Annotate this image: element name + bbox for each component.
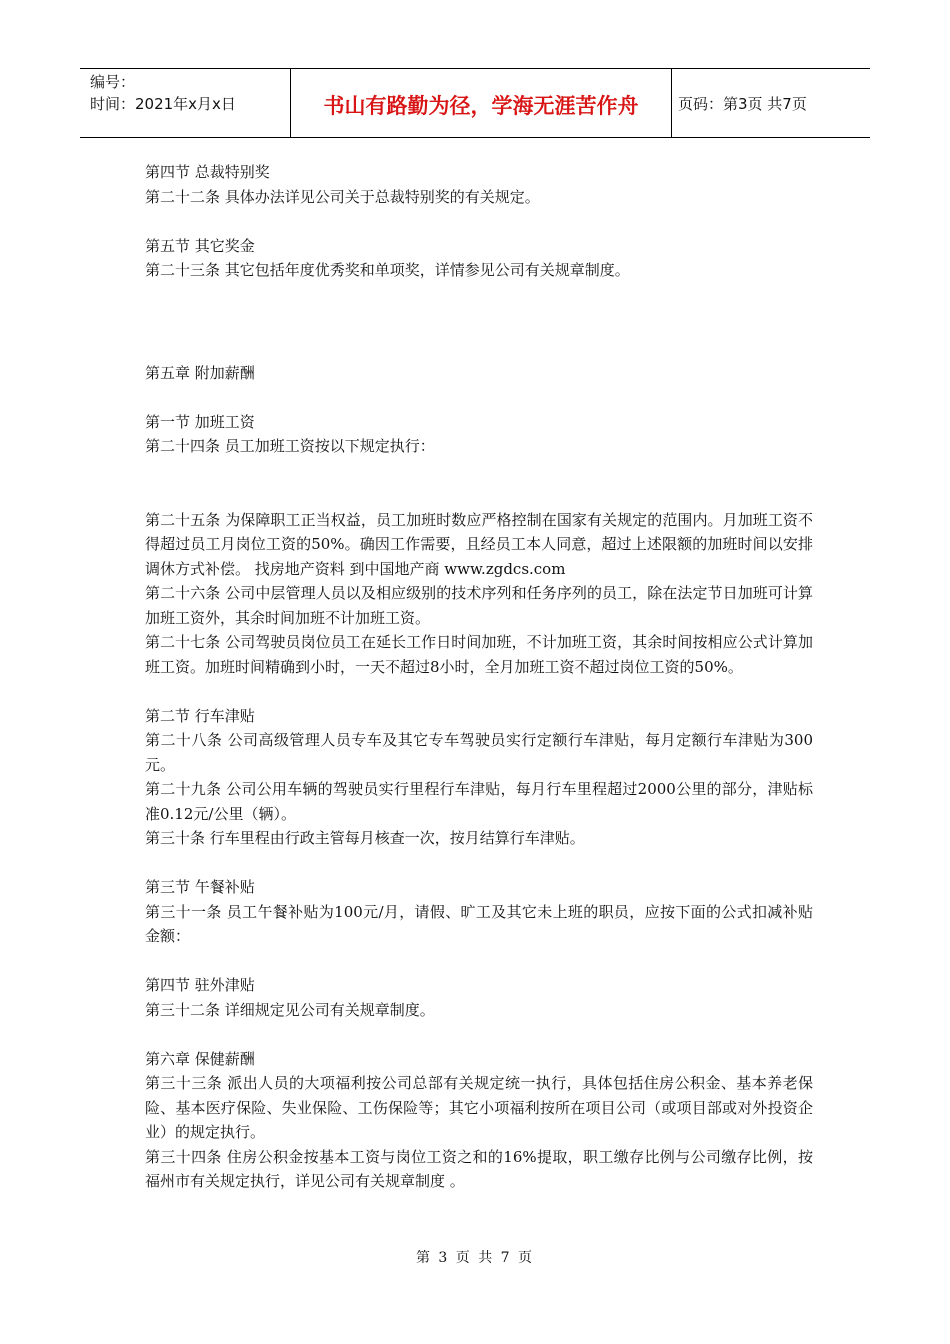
article-25: 第二十五条 为保障职工正当权益，员工加班时数应严格控制在国家有关规定的范围内。月加班工资不得超过员工月岗位工资的50%。确因工作需要，且经员工本人同意，超过上述限额的加班时间以安排调休方式补偿。 找房地产资料 到中国地产商 www.zgdcs.com [145, 510, 813, 578]
article-28: 第二十八条 公司高级管理人员专车及其它专车驾驶员实行定额行车津贴，每月定额行车津贴为300元。 [145, 731, 813, 774]
article-32: 第三十二条 详细规定见公司有关规章制度。 [145, 1000, 435, 1019]
article-34: 第三十四条 住房公积金按基本工资与岗位工资之和的16%提取，职工缴存比例与公司缴存比例，按福州市有关规定执行，详见公司有关规章制度 。 [145, 1147, 813, 1190]
section-title: 第四节 驻外津贴 [145, 976, 255, 994]
page-footer: 第 3 页 共 7 页 [415, 1250, 535, 1266]
document-number-label: 编号： [90, 73, 136, 91]
header-meta [80, 69, 291, 137]
section-title: 第三节 午餐补贴 [145, 878, 255, 896]
chapter-title: 第五章 附加薪酬 [145, 363, 255, 382]
article-24: 第二十四条 员工加班工资按以下规定执行： [145, 437, 435, 455]
section-title: 第五节 其它奖金 [145, 236, 255, 255]
article-27: 第二十七条 公司驾驶员岗位员工在延长工作日时间加班，不计加班工资，其余时间按相应公式计算加班工资。加班时间精确到小时，一天不超过8小时，全月加班工资不超过岗位工资的50%。 [145, 633, 813, 676]
article-22: 第二十二条 具体办法详见公司关于总裁特别奖的有关规定。 [145, 187, 540, 206]
section-title: 第一节 加班工资 [145, 412, 255, 431]
section-title: 第四节 总裁特别奖 [145, 163, 270, 181]
document-body [145, 160, 813, 1194]
document-time-label: 时间：2021年x月x日 [90, 95, 236, 113]
section-title: 第二节 行车津贴 [145, 706, 255, 725]
article-29: 第二十九条 公司公用车辆的驾驶员实行里程行车津贴，每月行车里程超过2000公里的部分，津贴标准0.12元/公里（辆）。 [145, 780, 813, 823]
article-33: 第三十三条 派出人员的大项福利按公司总部有关规定统一执行，具体包括住房公积金、基本养老保险、基本医疗保险、失业保险、工伤保险等；其它小项福利按所在项目公司（或项目部或对外投资企业）的规定执行。 [145, 1074, 813, 1141]
page-header [80, 68, 870, 138]
article-30: 第三十条 行车里程由行政主管每月核查一次，按月结算行车津贴。 [145, 829, 585, 847]
header-page-label: 页码：第3页 共7页 [678, 94, 807, 113]
article-31: 第三十一条 员工午餐补贴为100元/月，请假、旷工及其它未上班的职员，应按下面的公式扣减补贴金额： [145, 902, 813, 945]
header-motto: 书山有路勤为径，学海无涯苦作舟 [291, 69, 672, 137]
article-26: 第二十六条 公司中层管理人员以及相应级别的技术序列和任务序列的员工，除在法定节日加班可计算加班工资外，其余时间加班不计加班工资。 [145, 584, 813, 627]
article-23: 第二十三条 其它包括年度优秀奖和单项奖，详情参见公司有关规章制度。 [145, 261, 630, 279]
chapter-title: 第六章 保健薪酬 [145, 1049, 255, 1068]
